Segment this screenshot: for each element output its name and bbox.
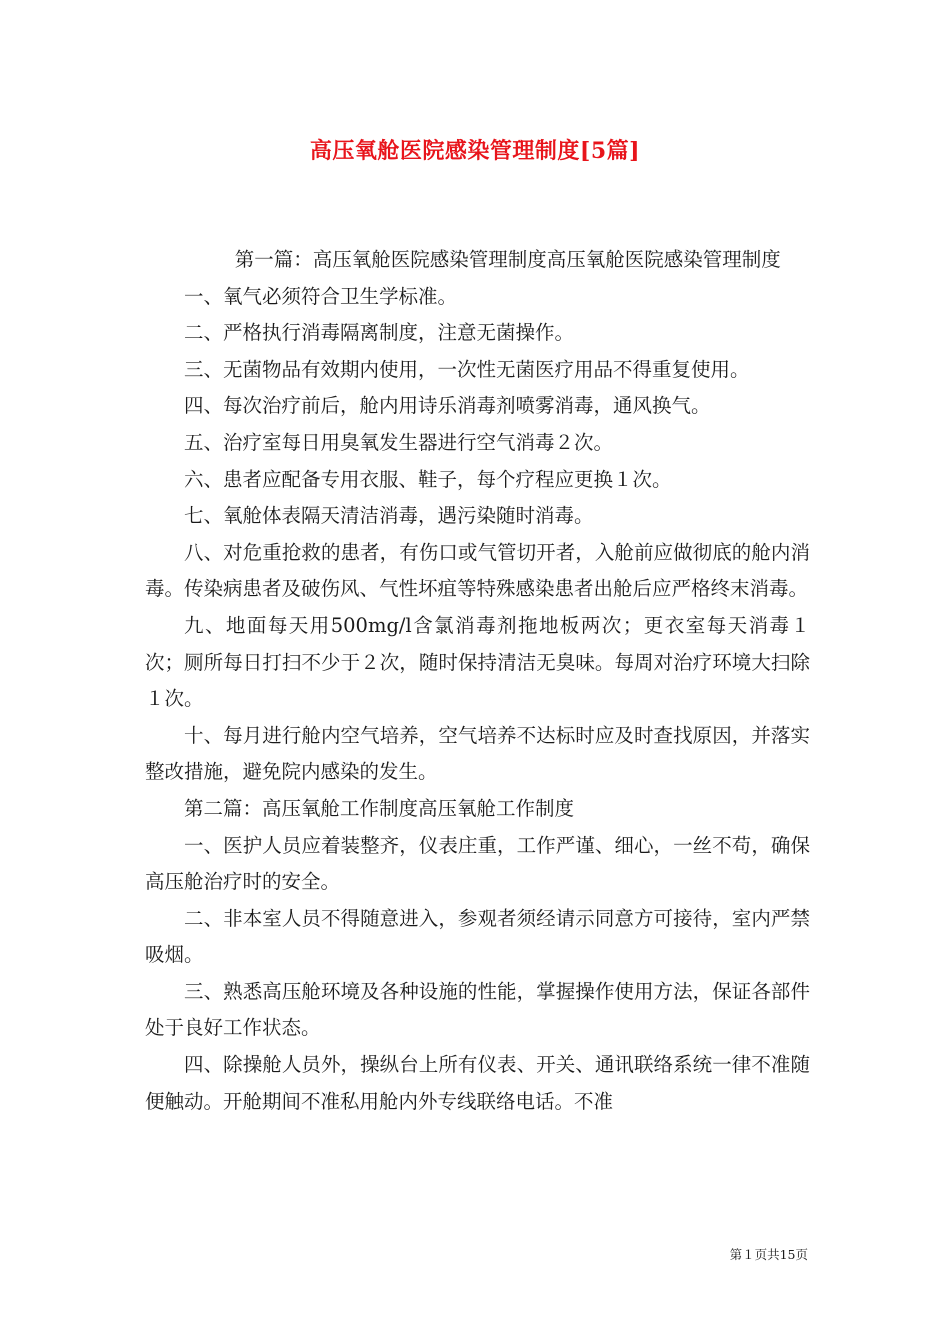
paragraph-item: 一、氧气必须符合卫生学标准。 (184, 284, 458, 308)
paragraph-item: 一、医护人员应着装整齐，仪表庄重，工作严谨、细心，一丝不苟，确保高压舱治疗时的安全。 (145, 833, 810, 894)
paragraph-item: 十、每月进行舱内空气培养，空气培养不达标时应及时查找原因，并落实整改措施，避免院内感染的发生。 (145, 723, 810, 784)
paragraph-item: 五、治疗室每日用臭氧发生器进行空气消毒２次。 (184, 430, 614, 454)
document-body (145, 242, 810, 1120)
paragraph-item: 四、除操舱人员外，操纵台上所有仪表、开关、通讯联络系统一律不准随便触动。开舱期间不准私用舱内外专线联络电话。不准 (145, 1053, 810, 1113)
paragraph-item: 八、对危重抢救的患者，有伤口或气管切开者，入舱前应做彻底的舱内消毒。传染病患者及破伤风、气性坏疽等特殊感染患者出舱后应严格终末消毒。 (145, 540, 810, 601)
paragraph-part-one-heading: 第一篇：高压氧舱医院感染管理制度高压氧舱医院感染管理制度 (234, 248, 781, 271)
paragraph-item: 四、每次治疗前后，舱内用诗乐消毒剂喷雾消毒，通风换气。 (184, 394, 711, 418)
paragraph-item: 二、严格执行消毒隔离制度，注意无菌操作。 (184, 321, 575, 345)
paragraph-item: 三、无菌物品有效期内使用，一次性无菌医疗用品不得重复使用。 (184, 357, 750, 381)
paragraph-item: 七、氧舱体表隔天清洁消毒，遇污染随时消毒。 (184, 504, 594, 528)
document-title: 高压氧舱医院感染管理制度[5篇] (309, 138, 641, 164)
paragraph-item: 三、熟悉高压舱环境及各种设施的性能，掌握操作使用方法，保证各部件处于良好工作状态。 (145, 979, 810, 1040)
paragraph-item: 九、地面每天用500mg/l含氯消毒剂拖地板两次；更衣室每天消毒１次；厕所每日打扫不少于２次，随时保持清洁无臭味。每周对治疗环境大扫除１次。 (145, 613, 810, 711)
page-number: 第１页共15页 (729, 1247, 808, 1262)
paragraph-part-two-heading: 第二篇：高压氧舱工作制度高压氧舱工作制度 (184, 796, 575, 820)
paragraph-item: 六、患者应配备专用衣服、鞋子，每个疗程应更换１次。 (184, 467, 672, 491)
paragraph-item: 二、非本室人员不得随意进入，参观者须经请示同意方可接待，室内严禁吸烟。 (145, 906, 810, 967)
